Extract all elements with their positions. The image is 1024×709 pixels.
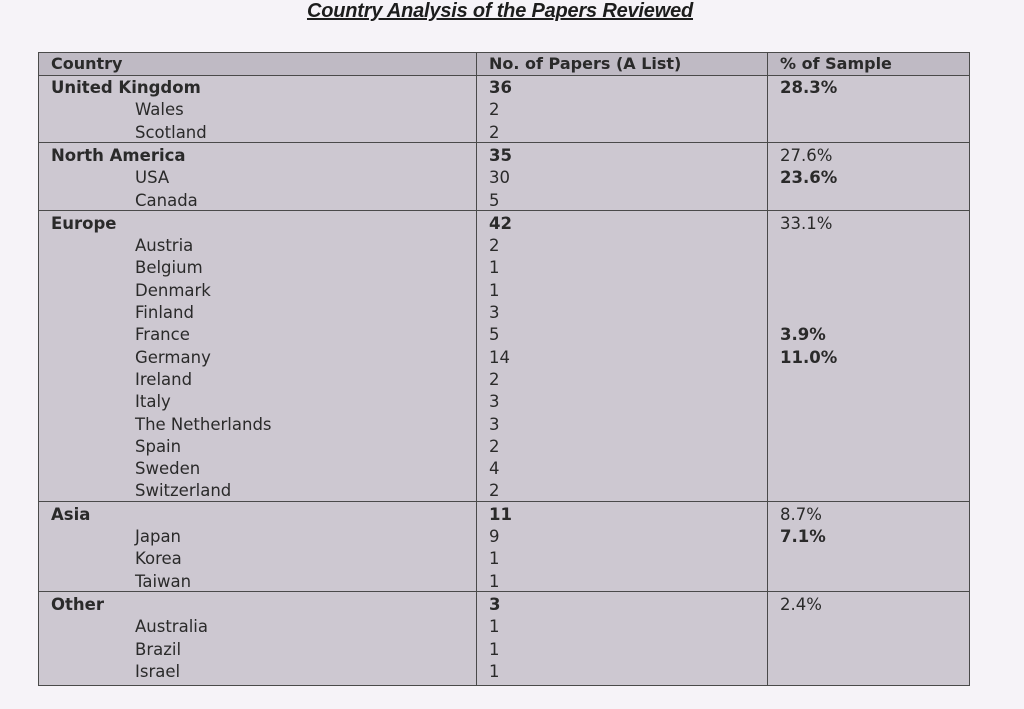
country-row <box>39 347 969 369</box>
country-name: Canada <box>135 190 198 210</box>
paper-count: 4 <box>489 459 500 479</box>
country-name: Wales <box>135 100 184 120</box>
country-row <box>39 235 969 257</box>
sample-percent: 33.1% <box>780 213 833 233</box>
sample-percent: 27.6% <box>780 145 833 165</box>
country-name: Australia <box>135 617 208 637</box>
paper-count: 3 <box>489 594 501 614</box>
country-row <box>39 257 969 279</box>
country-name: Finland <box>135 303 194 322</box>
paper-count: 1 <box>489 617 500 637</box>
country-row <box>39 280 969 302</box>
country-row <box>39 639 969 661</box>
region-row <box>39 145 969 167</box>
paper-count: 42 <box>489 213 512 233</box>
country-name: Japan <box>135 527 182 546</box>
region-row <box>39 77 969 99</box>
paper-count: 2 <box>489 100 500 120</box>
sample-percent: 8.7% <box>780 504 822 524</box>
country-name: Brazil <box>135 639 182 659</box>
sample-percent: 28.3% <box>780 78 838 97</box>
paper-count: 2 <box>489 236 500 256</box>
paper-count: 3 <box>489 414 500 434</box>
sample-percent: 23.6% <box>780 168 838 188</box>
country-row <box>39 616 969 638</box>
group-divider <box>39 210 969 211</box>
country-row <box>39 167 969 189</box>
paper-count: 1 <box>489 258 500 278</box>
paper-count: 35 <box>489 145 512 165</box>
paper-count: 5 <box>489 190 500 210</box>
country-row <box>39 99 969 121</box>
paper-count: 1 <box>489 661 500 681</box>
country-name: Korea <box>135 549 182 569</box>
sample-percent: 3.9% <box>780 325 826 345</box>
paper-count: 11 <box>489 504 512 524</box>
paper-count: 1 <box>489 639 500 659</box>
country-row <box>39 369 969 391</box>
region-row <box>39 213 969 235</box>
sample-percent: 2.4% <box>780 594 822 614</box>
header-papers: No. of Papers (A List) <box>489 54 682 73</box>
paper-count: 2 <box>489 369 500 389</box>
country-row <box>39 458 969 480</box>
country-row <box>39 571 969 593</box>
country-name: Ireland <box>135 369 193 389</box>
paper-count: 1 <box>489 280 500 300</box>
region-row <box>39 594 969 616</box>
sample-percent: 7.1% <box>780 527 826 546</box>
region-name: Europe <box>51 213 117 233</box>
country-name: Belgium <box>135 258 203 278</box>
region-name: Other <box>51 594 104 614</box>
country-row <box>39 526 969 548</box>
region-row <box>39 504 969 526</box>
country-name: USA <box>135 168 170 188</box>
country-row <box>39 414 969 436</box>
paper-count: 1 <box>489 549 500 569</box>
table-header-row <box>39 53 969 76</box>
country-row <box>39 548 969 570</box>
group-divider <box>39 142 969 143</box>
country-row <box>39 190 969 212</box>
country-name: Austria <box>135 236 194 256</box>
group-divider <box>39 591 969 592</box>
country-name: Taiwan <box>135 571 192 591</box>
country-name: Sweden <box>135 459 201 479</box>
country-name: Switzerland <box>135 481 232 501</box>
country-row <box>39 436 969 458</box>
paper-count: 36 <box>489 78 512 97</box>
paper-count: 9 <box>489 527 500 546</box>
country-row <box>39 122 969 144</box>
country-row <box>39 324 969 346</box>
paper-count: 3 <box>489 303 500 322</box>
paper-count: 14 <box>489 347 510 367</box>
country-name: Germany <box>135 347 211 367</box>
document-title: Country Analysis of the Papers Reviewed <box>306 0 694 22</box>
country-analysis-table <box>38 52 970 686</box>
paper-count: 30 <box>489 168 510 188</box>
country-name: Italy <box>135 392 171 412</box>
country-name: Denmark <box>135 280 211 300</box>
header-country: Country <box>51 54 123 73</box>
country-name: France <box>135 325 190 345</box>
paper-count: 5 <box>489 325 500 345</box>
paper-count: 2 <box>489 436 500 456</box>
header-divider <box>39 75 969 76</box>
country-row <box>39 661 969 683</box>
paper-count: 2 <box>489 481 500 501</box>
paper-count: 2 <box>489 122 500 142</box>
paper-count: 3 <box>489 392 500 412</box>
sample-percent: 11.0% <box>780 347 838 367</box>
paper-count: 1 <box>489 571 500 591</box>
country-name: Israel <box>135 661 181 681</box>
region-name: Asia <box>51 504 91 524</box>
country-name: Spain <box>135 436 182 456</box>
country-row <box>39 391 969 413</box>
group-divider <box>39 501 969 502</box>
country-name: The Netherlands <box>135 414 272 434</box>
country-row <box>39 480 969 502</box>
country-row <box>39 302 969 324</box>
region-name: North America <box>51 145 186 165</box>
country-name: Scotland <box>135 122 207 142</box>
region-name: United Kingdom <box>51 78 201 97</box>
header-percent: % of Sample <box>780 54 892 73</box>
